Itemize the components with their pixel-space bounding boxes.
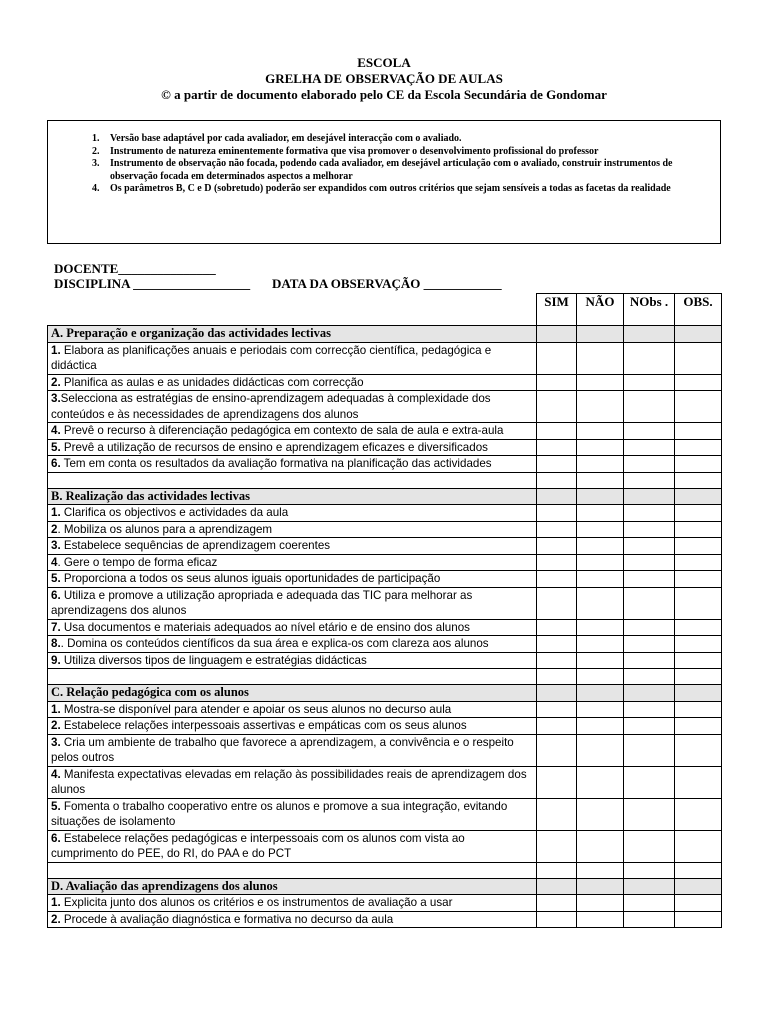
section-title: A. Preparação e organização das actividades lectivas: [48, 326, 537, 343]
criterion-nobs-cell[interactable]: [624, 571, 675, 588]
criterion-label: Estabelece sequências de aprendizagem coerentes: [60, 539, 331, 552]
criterion-obs-cell[interactable]: [675, 456, 722, 473]
spacer-nobs-cell[interactable]: [624, 669, 675, 685]
criterion-text: [48, 571, 537, 588]
criterion-row: [48, 701, 722, 718]
criterion-nao-cell[interactable]: [577, 571, 624, 588]
spacer-cell: [48, 472, 537, 488]
criterion-nobs-cell[interactable]: [624, 911, 675, 928]
criterion-nao-cell[interactable]: [577, 456, 624, 473]
criterion-number: 1.: [51, 702, 61, 716]
criterion-number: 2.: [51, 719, 61, 732]
criterion-row: [48, 718, 722, 735]
column-obs: OBS.: [675, 294, 722, 326]
criterion-obs-cell[interactable]: [675, 505, 722, 522]
observation-date-field: DATA DA OBSERVAÇÃO ____________: [272, 276, 502, 291]
criterion-label: Planifica as aulas e as unidades didácticas com correcção: [60, 375, 364, 389]
disciplina-field: DISCIPLINA __________________: [54, 276, 251, 291]
spacer-nobs-cell[interactable]: [624, 472, 675, 488]
criterion-row: [48, 571, 722, 588]
criterion-nobs-cell[interactable]: [624, 374, 675, 391]
criterion-row: [48, 423, 722, 440]
criterion-sim-cell[interactable]: [537, 521, 577, 538]
criterion-text: [48, 587, 537, 619]
criterion-text: [48, 521, 537, 538]
section-title: B. Realização das actividades lectivas: [48, 488, 537, 505]
section-sim-cell[interactable]: [537, 878, 577, 895]
criterion-nao-cell[interactable]: [577, 521, 624, 538]
criterion-number: 5.: [51, 572, 61, 585]
criterion-row: [48, 798, 722, 830]
criterion-nobs-cell[interactable]: [624, 554, 675, 571]
note-item: 1. Versão base adaptável por cada avaliador, em desejável interacção com o avaliado.: [102, 133, 702, 146]
criterion-label: Elabora as planificações anuais e periodais com correcção científica, pedagógica e didáctica: [51, 343, 492, 372]
criterion-label: Estabelece relações interpessoais assertivas e empáticas com os seus alunos: [60, 719, 467, 732]
criterion-row: [48, 766, 722, 798]
criterion-nobs-cell[interactable]: [624, 521, 675, 538]
section-sim-cell[interactable]: [537, 488, 577, 505]
criterion-obs-cell[interactable]: [675, 734, 722, 766]
criterion-sim-cell[interactable]: [537, 718, 577, 735]
criterion-sim-cell[interactable]: [537, 374, 577, 391]
criterion-label: . Domina os conteúdos científicos da sua área e explica-os com clareza aos alunos: [60, 637, 489, 650]
criterion-nobs-cell[interactable]: [624, 734, 675, 766]
criterion-number: 4.: [51, 767, 61, 781]
criterion-label: . Gere o tempo de forma eficaz: [57, 555, 218, 569]
note-item: 3. Instrumento de observação não focada, podendo cada avaliador, em desejável articulação com o avaliado, construir instrumentos de observação focada em determinados aspectos a melhorar: [102, 158, 702, 183]
criterion-obs-cell[interactable]: [675, 701, 722, 718]
criterion-text: [48, 456, 537, 473]
criterion-text: [48, 439, 537, 456]
criterion-obs-cell[interactable]: [675, 342, 722, 374]
criterion-nao-cell[interactable]: [577, 911, 624, 928]
criterion-sim-cell[interactable]: [537, 423, 577, 440]
criterion-nao-cell[interactable]: [577, 830, 624, 862]
criterion-number: 3.: [51, 539, 61, 552]
criterion-number: 6.: [51, 588, 61, 602]
criterion-label: Procede à avaliação diagnóstica e formativa no decurso da aula: [60, 912, 394, 926]
spacer-row: [48, 472, 722, 488]
criterion-sim-cell[interactable]: [537, 734, 577, 766]
criterion-nobs-cell[interactable]: [624, 652, 675, 669]
criterion-number: 6.: [51, 831, 61, 845]
criterion-text: [48, 636, 537, 653]
spacer-nao-cell[interactable]: [577, 472, 624, 488]
criterion-label: Prevê o recurso à diferenciação pedagógica em contexto de sala de aula e extra-aula: [60, 424, 504, 437]
criterion-number: 1.: [51, 343, 61, 357]
criterion-text: [48, 391, 537, 423]
section-nao-cell[interactable]: [577, 685, 624, 702]
criterion-sim-cell[interactable]: [537, 538, 577, 555]
criterion-number: 2.: [51, 375, 61, 389]
criterion-nao-cell[interactable]: [577, 439, 624, 456]
criterion-number: 5.: [51, 799, 61, 813]
criterion-number: 4: [51, 555, 58, 569]
criterion-text: [48, 554, 537, 571]
section-header-row: [48, 326, 722, 343]
criterion-number: 1.: [51, 506, 61, 519]
criterion-text: [48, 342, 537, 374]
criterion-row: [48, 652, 722, 669]
section-nobs-cell[interactable]: [624, 685, 675, 702]
criterion-nobs-cell[interactable]: [624, 701, 675, 718]
criterion-sim-cell[interactable]: [537, 456, 577, 473]
docente-field: DOCENTE_______________: [54, 261, 216, 276]
criterion-sim-cell[interactable]: [537, 391, 577, 423]
criterion-nobs-cell[interactable]: [624, 619, 675, 636]
criterion-text: [48, 652, 537, 669]
criterion-sim-cell[interactable]: [537, 830, 577, 862]
criterion-sim-cell[interactable]: [537, 895, 577, 912]
criterion-label: Proporciona a todos os seus alunos iguais oportunidades de participação: [60, 572, 441, 585]
criterion-nao-cell[interactable]: [577, 391, 624, 423]
criterion-row: [48, 505, 722, 522]
criterion-nao-cell[interactable]: [577, 554, 624, 571]
criterion-label: Usa documentos e materiais adequados ao nível etário e de ensino dos alunos: [60, 620, 470, 634]
section-title: C. Relação pedagógica com os alunos: [48, 685, 537, 702]
criterion-sim-cell[interactable]: [537, 619, 577, 636]
column-sim: SIM: [537, 294, 577, 326]
criterion-label: Manifesta expectativas elevadas em relação às possibilidades reais de aprendizagem dos alunos: [51, 767, 527, 796]
section-sim-cell[interactable]: [537, 326, 577, 343]
criterion-text: [48, 734, 537, 766]
spacer-sim-cell[interactable]: [537, 669, 577, 685]
criterion-row: [48, 911, 722, 928]
criterion-obs-cell[interactable]: [675, 911, 722, 928]
criterion-obs-cell[interactable]: [675, 439, 722, 456]
criterion-obs-cell[interactable]: [675, 718, 722, 735]
criterion-nobs-cell[interactable]: [624, 456, 675, 473]
criterion-label: Utiliza diversos tipos de linguagem e estratégias didácticas: [60, 653, 367, 667]
criterion-number: 3.: [51, 735, 61, 749]
criterion-text: [48, 911, 537, 928]
section-obs-cell[interactable]: [675, 488, 722, 505]
spacer-cell: [48, 862, 537, 878]
criterion-label: Utiliza e promove a utilização apropriada e adequada das TIC para melhorar as aprendizagens dos alunos: [51, 588, 473, 617]
spacer-obs-cell[interactable]: [675, 862, 722, 878]
criterion-nao-cell[interactable]: [577, 652, 624, 669]
criterion-obs-cell[interactable]: [675, 587, 722, 619]
criterion-sim-cell[interactable]: [537, 439, 577, 456]
criterion-label: Explicita junto dos alunos os critérios e os instrumentos de avaliação a usar: [60, 896, 453, 909]
criterion-number: 1.: [51, 896, 61, 909]
spacer-nobs-cell[interactable]: [624, 862, 675, 878]
criterion-nao-cell[interactable]: [577, 636, 624, 653]
criterion-obs-cell[interactable]: [675, 652, 722, 669]
criterion-label: Estabelece relações pedagógicas e interpessoais com os alunos com vista ao cumprimento do PEE, do RI, do PAA e do PCT: [51, 831, 465, 860]
criterion-label: Mostra-se disponível para atender e apoiar os seus alunos no decurso aula: [60, 702, 452, 716]
criterion-nobs-cell[interactable]: [624, 342, 675, 374]
criterion-label: Prevê a utilização de recursos de ensino e aprendizagem eficazes e diversificados: [60, 440, 488, 454]
criterion-obs-cell[interactable]: [675, 374, 722, 391]
document-subtitle: © a partir de documento elaborado pelo CE da Escola Secundária de Gondomar: [161, 87, 607, 102]
notes-box: [47, 120, 721, 244]
criterion-obs-cell[interactable]: [675, 619, 722, 636]
criterion-nobs-cell[interactable]: [624, 538, 675, 555]
observation-grid: [47, 293, 722, 928]
criterion-text: [48, 505, 537, 522]
criterion-sim-cell[interactable]: [537, 587, 577, 619]
criterion-text: [48, 895, 537, 912]
criterion-row: [48, 554, 722, 571]
section-header-row: [48, 488, 722, 505]
criterion-number: 6.: [51, 457, 61, 470]
document-header: [0, 55, 768, 103]
criterion-text: [48, 830, 537, 862]
criterion-sim-cell[interactable]: [537, 571, 577, 588]
criterion-sim-cell[interactable]: [537, 701, 577, 718]
criterion-obs-cell[interactable]: [675, 766, 722, 798]
criterion-text: [48, 766, 537, 798]
criterion-nobs-cell[interactable]: [624, 766, 675, 798]
criterion-label: Cria um ambiente de trabalho que favorece a aprendizagem, a convivência e o respeito pelos outros: [51, 735, 514, 764]
section-nao-cell[interactable]: [577, 878, 624, 895]
grid-header-row: [48, 294, 722, 326]
section-sim-cell[interactable]: [537, 685, 577, 702]
notes-list: [48, 121, 720, 196]
spacer-sim-cell[interactable]: [537, 472, 577, 488]
criterion-obs-cell[interactable]: [675, 830, 722, 862]
criterion-nao-cell[interactable]: [577, 718, 624, 735]
criterion-nao-cell[interactable]: [577, 798, 624, 830]
section-nao-cell[interactable]: [577, 326, 624, 343]
criterion-nobs-cell[interactable]: [624, 423, 675, 440]
criterion-label: . Mobiliza os alunos para a aprendizagem: [57, 522, 273, 536]
spacer-row: [48, 862, 722, 878]
criterion-nobs-cell[interactable]: [624, 505, 675, 522]
document-title: GRELHA DE OBSERVAÇÃO DE AULAS: [265, 71, 503, 86]
criterion-row: [48, 439, 722, 456]
criterion-row: [48, 391, 722, 423]
spacer-row: [48, 669, 722, 685]
criterion-nobs-cell[interactable]: [624, 636, 675, 653]
criterion-text: [48, 538, 537, 555]
criterion-nao-cell[interactable]: [577, 423, 624, 440]
criterion-text: [48, 701, 537, 718]
criterion-row: [48, 619, 722, 636]
criterion-obs-cell[interactable]: [675, 798, 722, 830]
criterion-nobs-cell[interactable]: [624, 798, 675, 830]
criterion-nao-cell[interactable]: [577, 538, 624, 555]
criterion-row: [48, 830, 722, 862]
criterion-obs-cell[interactable]: [675, 391, 722, 423]
criterion-row: [48, 636, 722, 653]
criterion-row: [48, 895, 722, 912]
criterion-row: [48, 374, 722, 391]
criterion-row: [48, 521, 722, 538]
criterion-nao-cell[interactable]: [577, 587, 624, 619]
section-obs-cell[interactable]: [675, 685, 722, 702]
criterion-row: [48, 456, 722, 473]
criterion-nobs-cell[interactable]: [624, 895, 675, 912]
criterion-nao-cell[interactable]: [577, 342, 624, 374]
criterion-number: 2.: [51, 912, 61, 926]
spacer-nao-cell[interactable]: [577, 862, 624, 878]
criterion-sim-cell[interactable]: [537, 652, 577, 669]
criterion-nao-cell[interactable]: [577, 734, 624, 766]
spacer-obs-cell[interactable]: [675, 669, 722, 685]
criterion-text: [48, 798, 537, 830]
criterion-text: [48, 718, 537, 735]
criterion-obs-cell[interactable]: [675, 538, 722, 555]
criterion-nobs-cell[interactable]: [624, 587, 675, 619]
criterion-row: [48, 538, 722, 555]
section-title: D. Avaliação das aprendizagens dos alunos: [48, 878, 537, 895]
criterion-text: [48, 423, 537, 440]
criterion-obs-cell[interactable]: [675, 423, 722, 440]
criterion-nao-cell[interactable]: [577, 895, 624, 912]
criterion-nao-cell[interactable]: [577, 766, 624, 798]
criterion-sim-cell[interactable]: [537, 766, 577, 798]
note-item: 2. Instrumento de natureza eminentemente formativa que visa promover o desenvolvimento profissional do professor: [102, 146, 702, 159]
criterion-row: [48, 587, 722, 619]
criterion-label: Selecciona as estratégias de ensino-aprendizagem adequadas à complexidade dos conteúdos e às necessidades de aprendizagens dos alunos: [51, 392, 491, 421]
criterion-sim-cell[interactable]: [537, 911, 577, 928]
section-header-row: [48, 878, 722, 895]
spacer-obs-cell[interactable]: [675, 472, 722, 488]
criterion-nao-cell[interactable]: [577, 505, 624, 522]
criterion-row: [48, 342, 722, 374]
criterion-number: 8.: [51, 637, 61, 650]
criterion-row: [48, 734, 722, 766]
criterion-obs-cell[interactable]: [675, 636, 722, 653]
criterion-number: 2: [51, 522, 58, 536]
criterion-sim-cell[interactable]: [537, 505, 577, 522]
criterion-number: 3.: [51, 392, 61, 405]
disciplina-row: [54, 276, 502, 292]
criterion-nobs-cell[interactable]: [624, 439, 675, 456]
note-item: 4. Os parâmetros B, C e D (sobretudo) poderão ser expandidos com outros critérios que sejam sensíveis a todas as facetas da realidade: [102, 183, 702, 196]
header-blank: [48, 294, 537, 326]
column-nobs: NObs .: [624, 294, 675, 326]
criterion-text: [48, 619, 537, 636]
criterion-text: [48, 374, 537, 391]
spacer-sim-cell[interactable]: [537, 862, 577, 878]
criterion-label: Tem em conta os resultados da avaliação formativa na planificação das actividades: [60, 457, 492, 470]
section-nao-cell[interactable]: [577, 488, 624, 505]
criterion-obs-cell[interactable]: [675, 554, 722, 571]
criterion-nobs-cell[interactable]: [624, 391, 675, 423]
criterion-label: Fomenta o trabalho cooperativo entre os alunos e promove a sua integração, evitando situações de isolamento: [51, 799, 508, 828]
criterion-nao-cell[interactable]: [577, 374, 624, 391]
spacer-cell: [48, 669, 537, 685]
spacer-nao-cell[interactable]: [577, 669, 624, 685]
school-label: ESCOLA: [357, 55, 411, 70]
criterion-sim-cell[interactable]: [537, 798, 577, 830]
section-obs-cell[interactable]: [675, 878, 722, 895]
criterion-sim-cell[interactable]: [537, 554, 577, 571]
criterion-nao-cell[interactable]: [577, 701, 624, 718]
criterion-number: 4.: [51, 424, 61, 437]
criterion-nobs-cell[interactable]: [624, 830, 675, 862]
criterion-nobs-cell[interactable]: [624, 718, 675, 735]
criterion-obs-cell[interactable]: [675, 521, 722, 538]
criterion-number: 7.: [51, 620, 61, 634]
criterion-nao-cell[interactable]: [577, 619, 624, 636]
section-nobs-cell[interactable]: [624, 326, 675, 343]
criterion-number: 9.: [51, 653, 61, 667]
criterion-number: 5.: [51, 440, 61, 454]
column-nao: NÃO: [577, 294, 624, 326]
section-obs-cell[interactable]: [675, 326, 722, 343]
criterion-label: Clarifica os objectivos e actividades da aula: [60, 506, 289, 519]
criterion-obs-cell[interactable]: [675, 571, 722, 588]
section-nobs-cell[interactable]: [624, 488, 675, 505]
section-nobs-cell[interactable]: [624, 878, 675, 895]
criterion-sim-cell[interactable]: [537, 636, 577, 653]
section-header-row: [48, 685, 722, 702]
criterion-obs-cell[interactable]: [675, 895, 722, 912]
criterion-sim-cell[interactable]: [537, 342, 577, 374]
